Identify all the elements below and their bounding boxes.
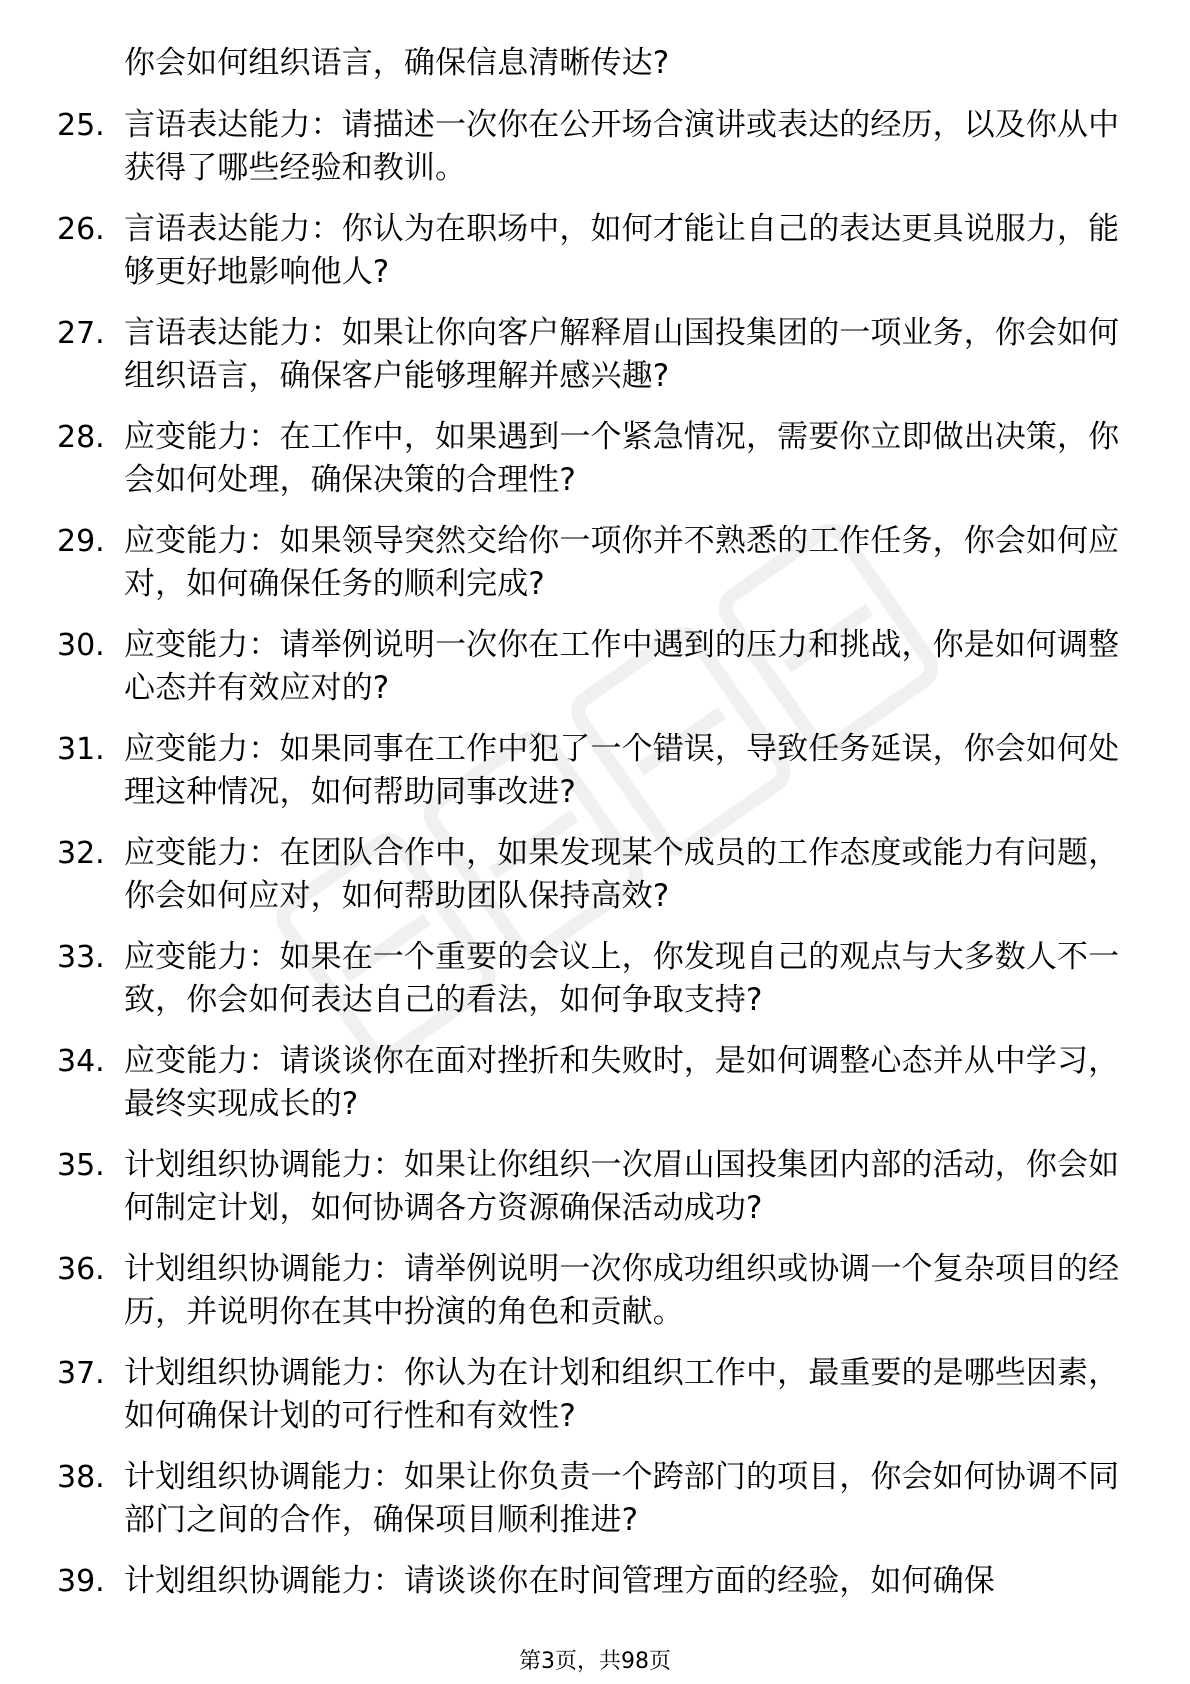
list-item [0,832,1190,918]
question-text: 应变能力：在团队合作中，如果发现某个成员的工作态度或能力有问题，你会如何应对，如何帮助团队保持高效? [124,835,1120,914]
question-list [0,42,1190,1621]
list-item [0,728,1190,814]
list-item [0,936,1190,1022]
question-number: 31. [57,732,105,767]
list-item [0,1352,1190,1438]
page-number-footer: 第3页，共98页 [519,1649,671,1674]
question-text: 计划组织协调能力：请谈谈你在时间管理方面的经验，如何确保 [124,1563,995,1599]
question-text: 言语表达能力：如果让你向客户解释眉山国投集团的一项业务，你会如何组织语言，确保客户能够理解并感兴趣? [124,315,1120,394]
list-item [0,416,1190,502]
question-text: 言语表达能力：请描述一次你在公开场合演讲或表达的经历，以及你从中获得了哪些经验和教训。 [124,107,1120,186]
list-item [0,520,1190,606]
list-item [0,1040,1190,1126]
question-number: 25. [57,108,105,143]
question-number: 36. [57,1252,105,1287]
question-text: 应变能力：如果领导突然交给你一项你并不熟悉的工作任务，你会如何应对，如何确保任务的顺利完成? [124,523,1120,602]
list-item [0,104,1190,190]
list-item [0,208,1190,294]
question-number: 38. [57,1460,105,1495]
question-text: 应变能力：在工作中，如果遇到一个紧急情况，需要你立即做出决策，你会如何处理，确保决策的合理性? [124,419,1120,498]
list-item [0,1560,1190,1603]
question-text: 言语表达能力：你认为在职场中，如何才能让自己的表达更具说服力，能够更好地影响他人? [124,211,1120,290]
question-number: 27. [57,316,105,351]
list-item [0,1144,1190,1230]
question-number: 34. [57,1044,105,1079]
list-item [0,42,1190,85]
question-continuation: 你会如何组织语言，确保信息清晰传达? [124,45,670,81]
list-item [0,312,1190,398]
list-item [0,1456,1190,1542]
question-text: 应变能力：请举例说明一次你在工作中遇到的压力和挑战，你是如何调整心态并有效应对的? [124,627,1120,706]
question-text: 计划组织协调能力：如果让你组织一次眉山国投集团内部的活动，你会如何制定计划，如何协调各方资源确保活动成功? [124,1147,1120,1226]
question-text: 计划组织协调能力：请举例说明一次你成功组织或协调一个复杂项目的经历，并说明你在其中扮演的角色和贡献。 [124,1251,1120,1330]
question-number: 30. [57,628,105,663]
list-item [0,1248,1190,1334]
question-number: 28. [57,420,105,455]
list-item [0,624,1190,710]
question-text: 计划组织协调能力：你认为在计划和组织工作中，最重要的是哪些因素，如何确保计划的可行性和有效性? [124,1355,1120,1434]
question-number: 29. [57,524,105,559]
question-text: 应变能力：如果在一个重要的会议上，你发现自己的观点与大多数人不一致，你会如何表达自己的看法，如何争取支持? [124,939,1120,1018]
question-text: 应变能力：如果同事在工作中犯了一个错误，导致任务延误，你会如何处理这种情况，如何帮助同事改进? [124,731,1120,810]
question-number: 35. [57,1148,105,1183]
question-number: 26. [57,212,105,247]
question-text: 计划组织协调能力：如果让你负责一个跨部门的项目，你会如何协调不同部门之间的合作，确保项目顺利推进? [124,1459,1120,1538]
question-number: 33. [57,940,105,975]
question-number: 32. [57,836,105,871]
question-number: 37. [57,1356,105,1391]
question-number: 39. [57,1564,105,1599]
question-text: 应变能力：请谈谈你在面对挫折和失败时，是如何调整心态并从中学习，最终实现成长的? [124,1043,1120,1122]
